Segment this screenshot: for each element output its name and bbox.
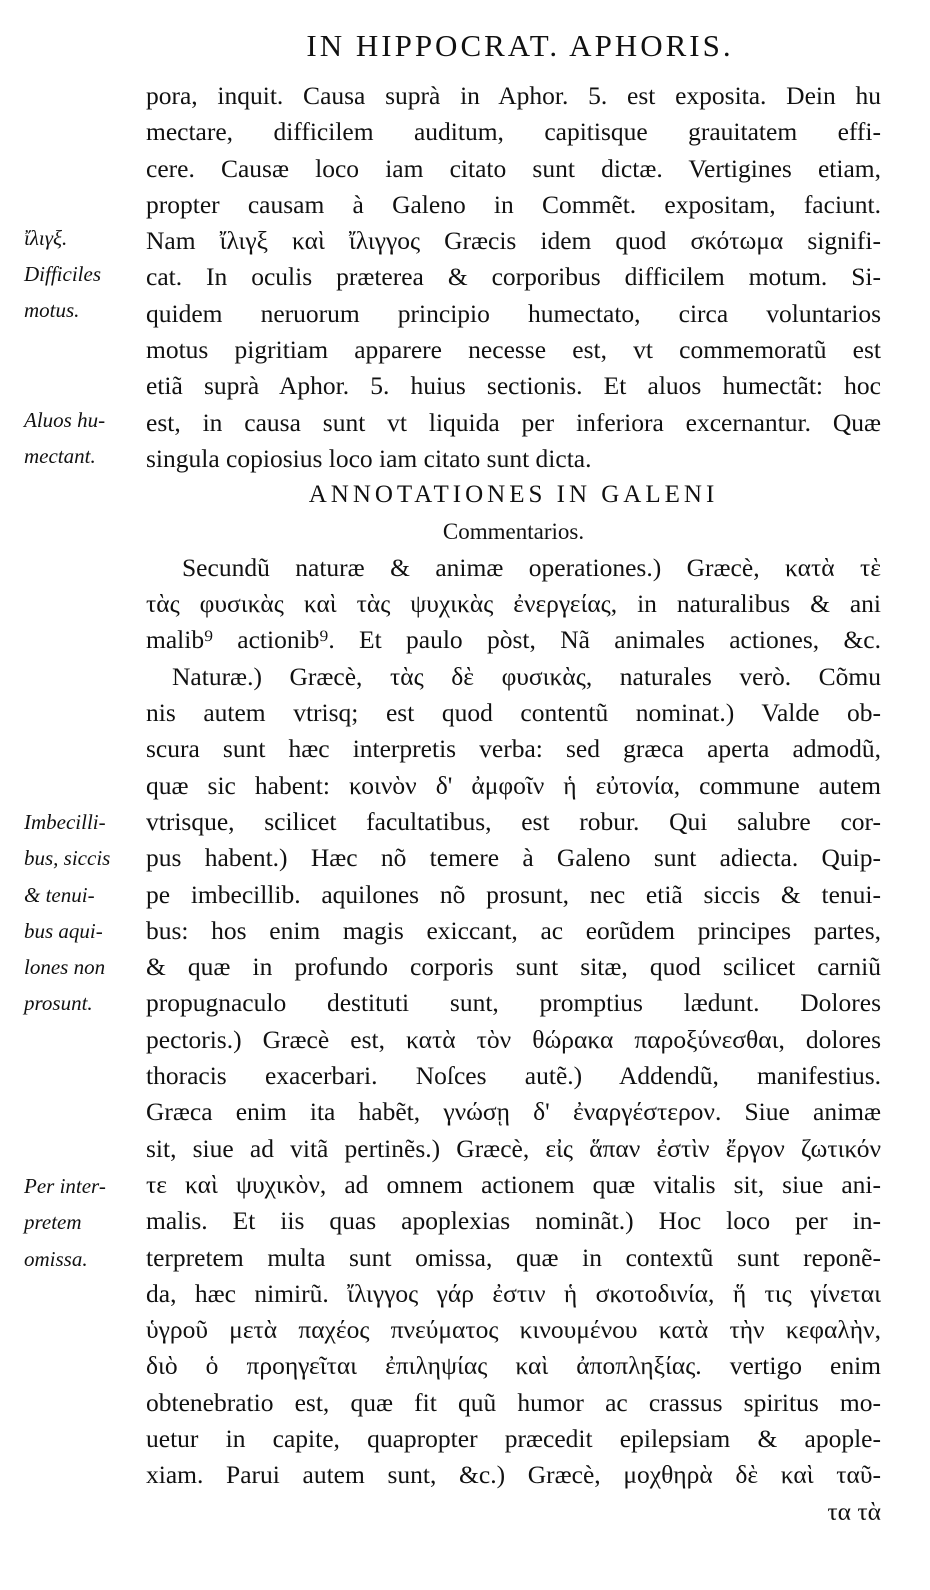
annotation-line: propugnaculo destituti sunt, promptius lædunt. Dolores (146, 988, 881, 1018)
side-note-line: omissa. (24, 1246, 88, 1271)
annotation-line: Secundũ naturæ & animæ operationes.) Græcè, κατὰ τὲ (182, 552, 881, 582)
side-note-line: pretem (24, 1210, 82, 1235)
annotation-line: terpretem multa sunt omissa, quæ in contextũ sunt reponẽ- (146, 1242, 881, 1272)
side-note-line: Aluos hu- (24, 408, 106, 432)
side-note-per-interpretem-omissa (24, 1168, 106, 1277)
annotation-line: sit, siue ad vitã pertinẽs.) Græcè, εἰς ἅπαν ἐστὶν ἔργον ζωτικόν (146, 1133, 881, 1163)
side-note-line: mectant. (24, 444, 96, 469)
running-header: IN HIPPOCRAT. APHORIS. (306, 28, 734, 63)
annotation-line: nis autem vtrisq; est quod contentũ nominat.) Valde ob- (146, 698, 881, 728)
annotation-line: xiam. Parui autem sunt, &c.) Græcè, μοχθηρὰ δὲ καὶ ταῦ- (146, 1460, 881, 1490)
section-title: ANNOTATIONES IN GALENI (308, 481, 719, 509)
side-note-line: motus. (24, 298, 80, 323)
text-line: motus pigritiam apparere necesse est, vt commemoratũ est (146, 335, 881, 365)
annotation-line: pus habent.) Hæc nõ temere à Galeno sunt adiecta. Quip- (146, 843, 881, 873)
side-note-line: Imbecilli- (24, 810, 106, 834)
text-line: pora, inquit. Causa suprà in Aphor. 5. est exposita. Dein hu (146, 81, 881, 110)
annotation-line: malib⁹ actionib⁹. Et paulo pòst, Nã animales actiones, &c. (146, 625, 881, 655)
side-note-line: & tenui- (24, 882, 95, 907)
annotation-line: διὸ ὁ προηγεῖται ἐπιληψίας καὶ ἀποπληξίας. vertigo enim (146, 1351, 881, 1381)
annotation-line: obtenebratio est, quæ fit quũ humor ac crassus spiritus mo- (146, 1387, 881, 1417)
annotation-line: thoracis exacerbari. Noſces autẽ.) Addendũ, manifestius. (146, 1061, 881, 1091)
annotation-line: & quæ in profundo corporis sunt sitæ, quod scilicet carniũ (146, 952, 881, 982)
text-line: etiã suprà Aphor. 5. huius sectionis. Et aluos humectãt: hoc (146, 371, 881, 401)
side-note-line: Per inter- (24, 1174, 106, 1198)
text-line: singula copiosius loco iam citato sunt dicta. (146, 443, 592, 473)
side-note-line: bus, siccis (24, 846, 111, 871)
annotation-line: τε καὶ ψυχικὸν, ad omnem actionem quæ vitalis sit, siue ani- (146, 1169, 881, 1199)
side-note-aluos-humectant (24, 402, 105, 475)
side-note-iligx (24, 220, 67, 256)
text-line: propter causam à Galeno in Commẽt. expositam, faciunt. (146, 189, 881, 219)
annotation-line: pe imbecillib. aquilones nõ prosunt, nec etiã siccis & tenui- (146, 879, 881, 909)
annotation-line: pectoris.) Græcè est, κατὰ τὸν θώρακα παροξύνεσθαι, dolores (146, 1024, 881, 1054)
side-note-line: prosunt. (24, 991, 93, 1016)
text-line: est, in causa sunt vt liquida per inferiora excernantur. Quæ (146, 407, 881, 437)
marginal-notes (24, 0, 144, 1590)
side-note-line: Difficiles (24, 262, 101, 286)
annotation-line: τὰς φυσικὰς καὶ τὰς ψυχικὰς ἐνεργείας, in naturalibus & ani (146, 589, 881, 619)
section-subtitle: Commentarios. (442, 518, 585, 544)
main-text-column (146, 78, 881, 1530)
annotation-line: Naturæ.) Græcè, τὰς δὲ φυσικὰς, naturales verò. Cõmu (172, 661, 881, 691)
annotation-line: bus: hos enim magis exiccant, ac eorũdem principes partes, (146, 915, 881, 945)
annotation-line: Græca enim ita habẽt, γνώσῃ δ' ἐναργέστερον. Siue animæ (146, 1097, 881, 1127)
text-line: quidem neruorum principio humectato, circa voluntarios (146, 298, 881, 328)
side-note-line: bus aqui- (24, 918, 103, 943)
text-line: cat. In oculis præterea & corporibus difficilem motum. Si- (146, 262, 881, 292)
text-line: mectare, difficilem auditum, capitisque grauitatem effi- (146, 117, 881, 147)
annotation-line: vtrisque, scilicet facultatibus, est robur. Qui salubre cor- (146, 806, 881, 836)
annotation-line: uetur in capite, quapropter præcedit epilepsiam & apople- (146, 1423, 881, 1453)
annotation-line: da, hæc nimirũ. ἴλιγγος γάρ ἐστιν ἡ σκοτοδινία, ἥ τις γίνεται (146, 1278, 881, 1308)
text-line: cere. Causæ loco iam citato sunt dictæ. Vertigines etiam, (146, 153, 881, 183)
text-line: Nam ἴλιγξ καὶ ἴλιγγος Græcis idem quod σκότωμα signifi- (146, 226, 881, 256)
catchword: τα τὰ (827, 1496, 881, 1526)
side-note-line: ἴλιγξ. (24, 226, 68, 250)
side-note-line: lones non (24, 955, 106, 980)
annotation-line: ὑγροῦ μετὰ παχέος πνεύματος κινουμένου κατὰ τὴν κεφαλὴν, (146, 1315, 881, 1345)
annotation-line: scura sunt hæc interpretis verba: sed græca aperta admodũ, (146, 734, 881, 764)
annotation-line: malis. Et iis quas apoplexias nominãt.) Hoc loco per in- (146, 1206, 881, 1236)
side-note-imbecillibus (24, 804, 110, 1022)
annotation-line: quæ sic habent: κοινὸν δ' ἀμφοῖν ἡ εὐτονία, commune autem (146, 770, 881, 800)
side-note-difficiles-motus (24, 256, 101, 329)
